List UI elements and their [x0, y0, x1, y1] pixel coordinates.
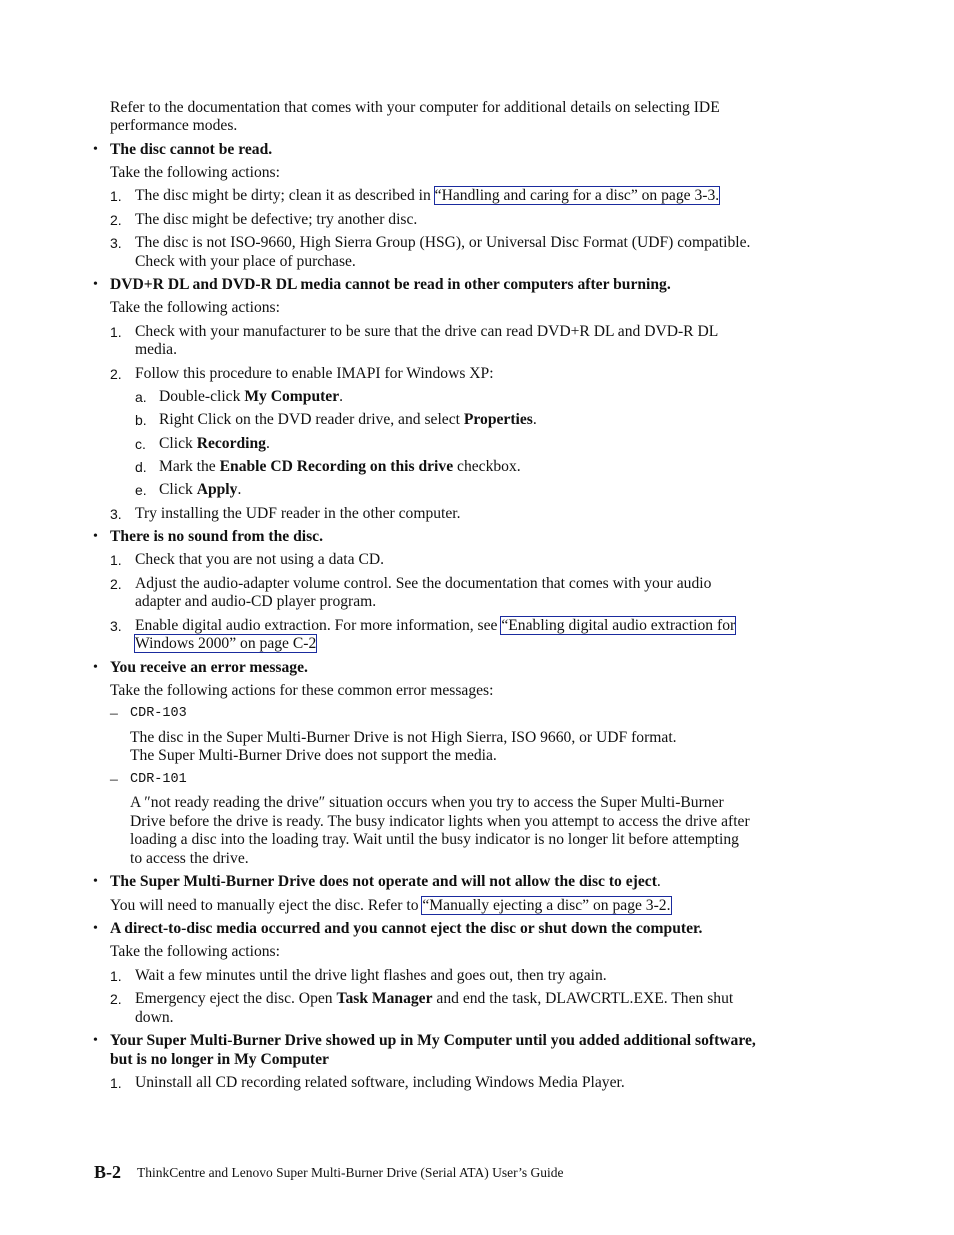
list-item: Adjust the audio-adapter volume control. See the documentation that comes with your audio: [135, 575, 712, 592]
lead-text: Take the following actions:: [110, 299, 280, 316]
text: and end the task, DLAWCRTL.EXE. Then shut: [432, 990, 734, 1007]
sublist-letter: e.: [135, 482, 147, 498]
list-item: Uninstall all CD recording related software, including Windows Media Player.: [135, 1074, 625, 1091]
footer-title: ThinkCentre and Lenovo Super Multi-Burner Drive (Serial ATA) User’s Guide: [137, 1165, 564, 1180]
heading-no-sound: There is no sound from the disc.: [110, 528, 323, 545]
list-item-continued: down.: [135, 1009, 174, 1026]
list-number: 2.: [110, 366, 122, 382]
list-item-continued: [135, 635, 316, 653]
digital-audio-extraction-link-continued[interactable]: Windows 2000” on page C-2: [135, 635, 317, 652]
list-item: [135, 617, 735, 635]
error-description: Drive before the drive is ready. The busy indicator lights when you attempt to access the drive after: [130, 813, 750, 830]
list-item: Check that you are not using a data CD.: [135, 551, 385, 568]
list-number: 2.: [110, 576, 122, 592]
error-description: The disc in the Super Multi-Burner Drive is not High Sierra, ISO 9660, or UDF format.: [130, 729, 677, 746]
list-number: 3.: [110, 618, 122, 634]
list-number: 1.: [110, 552, 122, 568]
emphasis: Apply: [196, 481, 238, 498]
heading-drive-disappeared-continued: but is no longer in My Computer: [110, 1051, 329, 1068]
bullet: •: [93, 529, 98, 544]
text: .: [339, 388, 344, 405]
heading-direct-to-disc: A direct-to-disc media occurred and you cannot eject the disc or shut down the computer.: [110, 920, 703, 937]
heading-drive-disappeared: Your Super Multi-Burner Drive showed up in My Computer until you added additional software,: [110, 1032, 756, 1049]
bullet: •: [93, 142, 98, 157]
list-item: The disc is not ISO-9660, High Sierra Group (HSG), or Universal Disc Format (UDF) compatible.: [135, 234, 751, 251]
list-item: The disc might be defective; try another disc.: [135, 211, 418, 228]
list-number: 2.: [110, 991, 122, 1007]
heading-text: The Super Multi-Burner Drive does not operate and will not allow the disc to eject: [110, 873, 657, 890]
list-item-continued: Check with your place of purchase.: [135, 253, 356, 270]
list-number: 1.: [110, 1075, 122, 1091]
emphasis: Enable CD Recording on this drive: [219, 458, 454, 475]
emphasis: Task Manager: [336, 990, 433, 1007]
intro-line-1: Refer to the documentation that comes with your computer for additional details on selecting IDE: [110, 99, 720, 116]
bullet: •: [93, 1033, 98, 1048]
list-item: Try installing the UDF reader in the other computer.: [135, 505, 461, 522]
bullet: •: [93, 277, 98, 292]
heading-error-message: You receive an error message.: [110, 659, 308, 676]
text: .: [237, 481, 242, 498]
dash: –: [110, 771, 118, 788]
heading-drive-not-operate: [110, 873, 661, 891]
intro-line-2: performance modes.: [110, 117, 238, 134]
error-description: The Super Multi-Burner Drive does not support the media.: [130, 747, 497, 764]
manually-ejecting-link[interactable]: “Manually ejecting a disc” on page 3-2.: [422, 897, 671, 914]
bullet: •: [93, 874, 98, 889]
text: You will need to manually eject the disc. Refer to: [110, 897, 423, 914]
list-number: 3.: [110, 506, 122, 522]
emphasis: My Computer: [244, 388, 340, 405]
list-number: 3.: [110, 235, 122, 251]
list-item: Wait a few minutes until the drive light flashes and goes out, then try again.: [135, 967, 607, 984]
list-number: 1.: [110, 968, 122, 984]
text: .: [265, 435, 270, 452]
list-item-text: Enable digital audio extraction. For more information, see: [135, 617, 502, 634]
text: checkbox.: [453, 458, 521, 475]
heading-period: .: [656, 873, 661, 890]
sublist-item: [159, 481, 241, 499]
list-item: Check with your manufacturer to be sure that the drive can read DVD+R DL and DVD-R DL: [135, 323, 719, 340]
sublist-item: [159, 411, 537, 429]
paragraph: [110, 897, 671, 915]
text: .: [532, 411, 537, 428]
list-item-continued: adapter and audio-CD player program.: [135, 593, 377, 610]
bullet: •: [93, 660, 98, 675]
text: Emergency eject the disc. Open: [135, 990, 337, 1007]
text: Click: [159, 481, 197, 498]
text: Double-click: [159, 388, 245, 405]
sublist-item: [159, 435, 270, 453]
handling-disc-link[interactable]: “Handling and caring for a disc” on page 3-3.: [434, 187, 720, 204]
sublist-letter: c.: [135, 436, 146, 452]
sublist-letter: a.: [135, 389, 147, 405]
dash: –: [110, 705, 118, 722]
sublist-letter: d.: [135, 459, 147, 475]
sublist-item: [159, 388, 343, 406]
emphasis: Properties: [463, 411, 533, 428]
list-number: 1.: [110, 188, 122, 204]
list-item: [135, 990, 733, 1008]
list-item: Follow this procedure to enable IMAPI for Windows XP:: [135, 365, 494, 382]
error-description: A ″not ready reading the drive″ situation occurs when you try to access the Super Multi-Burner: [130, 794, 724, 811]
list-number: 1.: [110, 324, 122, 340]
error-description: loading a disc into the loading tray. Wait until the busy indicator is no longer lit before attempting: [130, 831, 739, 848]
list-item: [135, 187, 719, 205]
sublist-letter: b.: [135, 412, 147, 428]
digital-audio-extraction-link[interactable]: “Enabling digital audio extraction for: [501, 617, 736, 634]
error-code: CDR-103: [130, 706, 187, 721]
text: Click: [159, 435, 197, 452]
text: Mark the: [159, 458, 220, 475]
text: Right Click on the DVD reader drive, and select: [159, 411, 464, 428]
error-code: CDR-101: [130, 772, 187, 787]
bullet: •: [93, 921, 98, 936]
list-item-text: The disc might be dirty; clean it as described in: [135, 187, 435, 204]
heading-dual-layer-media: DVD+R DL and DVD-R DL media cannot be read in other computers after burning.: [110, 276, 671, 293]
lead-text: Take the following actions:: [110, 943, 280, 960]
list-item-continued: media.: [135, 341, 177, 358]
lead-text: Take the following actions:: [110, 164, 280, 181]
error-description: to access the drive.: [130, 850, 249, 867]
emphasis: Recording: [196, 435, 266, 452]
list-number: 2.: [110, 212, 122, 228]
heading-disc-cannot-be-read: The disc cannot be read.: [110, 141, 273, 158]
lead-text: Take the following actions for these common error messages:: [110, 682, 494, 699]
page-number: B-2: [94, 1162, 121, 1182]
sublist-item: [159, 458, 521, 476]
